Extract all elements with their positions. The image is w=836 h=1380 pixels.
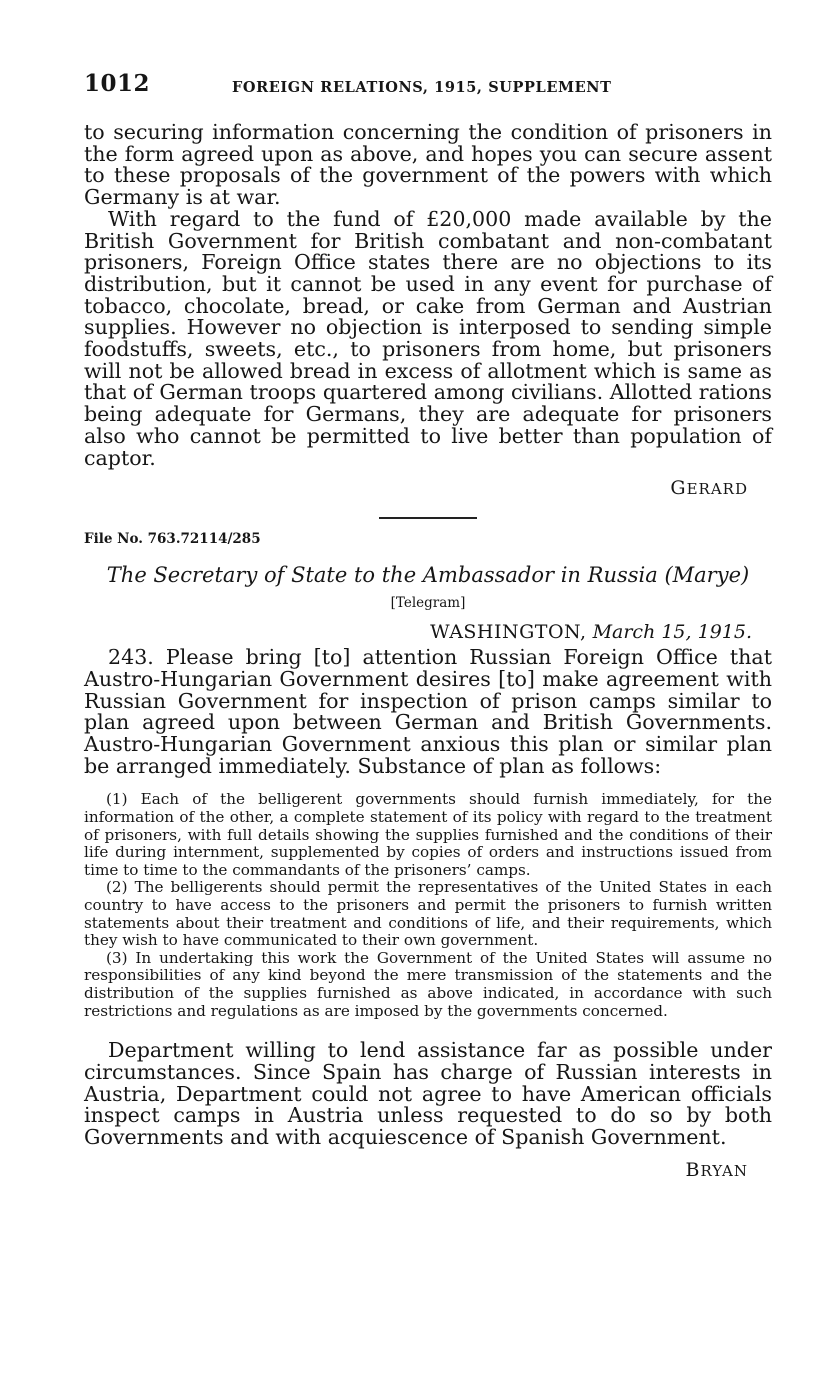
dateline-date: March 15, 1915. — [592, 621, 752, 644]
running-head — [84, 68, 772, 104]
signature-gerard — [84, 477, 772, 499]
page-number: 1012 — [84, 70, 151, 97]
dateline-place — [430, 621, 586, 643]
signature-initial: G — [670, 477, 687, 500]
continuation-paragraph: to securing information concerning the condition of prisoners in the form agreed upon as above, and hopes you can secure assent to these proposals of the government of the powers with which Germany is at war. — [84, 120, 772, 210]
document-heading — [84, 563, 772, 587]
signature-initial: B — [685, 1158, 701, 1181]
first-document — [84, 122, 772, 499]
signature-rest: RYAN — [700, 1161, 748, 1180]
document-page — [84, 68, 772, 1181]
plan-item-3: (3) In undertaking this work the Government of the United States will assume no responsibilities of any kind beyond the mere transmission of the statements and the distribution of the supplies furnished as above indicated, in accordance with such restrictions and regulations as are imposed by the governments concerned. — [84, 948, 772, 1020]
section-divider — [379, 517, 477, 519]
dateline-place-initial: W — [430, 621, 450, 644]
signature-rest: ERARD — [686, 480, 748, 499]
heading-main: The Secretary of State to the Ambassador in Russia — [106, 563, 658, 588]
plan-item-1: (1) Each of the belligerent governments should furnish immediately, for the information of the other, a complete statement of its policy with regard to the treatment of prisoners, with full details showing the supplies furnished and the conditions of their life during internment, supplemented by copies of orders and instructions issued from time to time to the commandants of the prisoners’ camps. — [84, 790, 772, 879]
plan-items — [84, 791, 772, 1020]
dateline — [84, 621, 772, 643]
closing-paragraph: Department willing to lend assistance far as possible under circumstances. Since Spain has charge of Russian interests in Austria, Department could not agree to have American officials inspect camps in Austria unless requested to do so by both Governments and with acquiescence of Spanish Government. — [84, 1038, 772, 1149]
plan-item-2: (2) The belligerents should permit the representatives of the United States in each country to have access to the prisoners and permit the prisoners to furnish written statements about their treatment and conditions of life, and their requirements, which they wish to have communicated to their own government. — [84, 878, 772, 950]
heading-recipient: (Marye) — [664, 563, 750, 588]
telegram-tag: [Telegram] — [390, 595, 466, 612]
signature-bryan — [84, 1159, 772, 1181]
telegram-intro-paragraph: 243. Please bring [to] attention Russian Foreign Office that Austro-Hungarian Government desires [to] make agreement with Russian Government for inspection of prison camps similar to plan agreed upon between German and British Governments. Austro-Hungarian Government anxious this plan or similar plan be arranged immediately. Substance of plan as follows: — [84, 645, 772, 778]
rations-paragraph: With regard to the fund of £20,000 made available by the British Government for British combatant and non-combatant prisoners, Foreign Office states there are no objections to its distribution, but it cannot be used in any event for purchase of tobacco, chocolate, bread, or cake from German and Austrian supplies. However no objection is interposed to sending simple foodstuffs, sweets, etc., to prisoners from home, but prisoners will not be allowed bread in excess of allotment which is same as that of German troops quartered among civilians. Allotted rations being adequate for Germans, they are adequate for prisoners also who cannot be permitted to live better than population of captor. — [84, 206, 772, 470]
dateline-place-rest: ASHINGTON, — [449, 621, 587, 644]
running-head-title: FOREIGN RELATIONS, 1915, SUPPLEMENT — [232, 79, 612, 96]
file-number: File No. 763.72114/285 — [84, 531, 261, 548]
